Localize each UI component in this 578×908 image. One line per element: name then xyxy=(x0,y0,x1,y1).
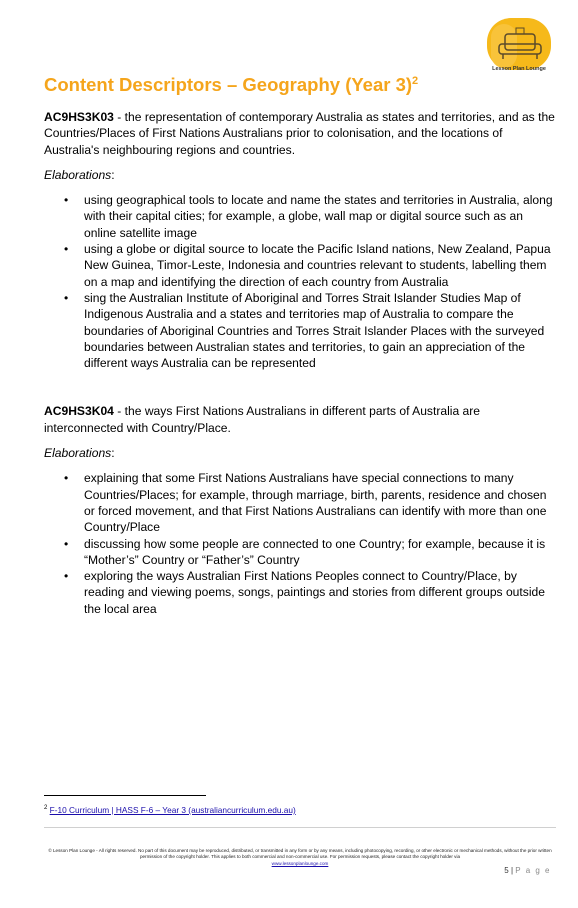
curriculum-link[interactable]: F-10 Curriculum | HASS F-6 – Year 3 (australiancurriculum.edu.au) xyxy=(49,805,296,815)
descriptor-text: - the representation of contemporary Australia as states and territories, and as the Countries/Places of First Nations Australians prior to colonisation, and the locations of Australia's neighbouring regions and countries. xyxy=(44,110,555,157)
elaborations-list xyxy=(44,470,556,617)
elaborations-heading: Elaborations: xyxy=(44,167,115,182)
list-item-text: sing the Australian Institute of Aboriginal and Torres Strait Islander Studies Map of Indigenous Australia and a states and territories map of Australia to compare the boundaries of Aboriginal Countries and Torres Strait Islander Places with the surveyed boundaries between Australian states and territories, to gain an appreciation of the different ways Australia can be represented xyxy=(84,290,545,371)
bullet-icon: • xyxy=(64,242,69,257)
list-item-text: using a globe or digital source to locate the Pacific Island nations, New Zealand, Papua New Guinea, Timor-Leste, Indonesia and countries relevant to students, labelling them on a map and identifying the direction of each country from Australia xyxy=(84,242,551,289)
page-title xyxy=(44,74,418,96)
elaborations-label: Elaborations xyxy=(44,167,112,182)
list-item-text: explaining that some First Nations Australians have special connections to many Countries/Places; for example, through marriage, birth, parents, residence and chosen or forced movement, and that First Nations Australians can identify with more than one Country/Place xyxy=(84,471,547,535)
title-footnote-mark: 2 xyxy=(412,74,419,87)
copyright-notice xyxy=(40,848,560,867)
elaborations-label: Elaborations xyxy=(44,446,112,461)
descriptor-code: AC9HS3K03 xyxy=(44,110,114,124)
content-body xyxy=(44,109,556,617)
page-label: P a g e xyxy=(515,866,551,875)
logo-caption: Lesson Plan Lounge xyxy=(492,66,546,72)
page-number xyxy=(504,866,551,875)
website-link[interactable]: www.lessonplanlounge.com xyxy=(271,860,329,866)
elaborations-list xyxy=(44,192,556,371)
list-item xyxy=(44,568,556,617)
descriptor-text: - the ways First Nations Australians in different parts of Australia are interconnected with Country/Place. xyxy=(44,404,481,435)
list-item-text: using geographical tools to locate and name the states and territories in Australia, along with their capital cities; for example, a globe, wall map or digital source such as an online satellite image xyxy=(84,193,553,240)
page-separator: | xyxy=(510,866,514,875)
bullet-icon: • xyxy=(64,290,69,305)
footnote-divider xyxy=(44,795,206,796)
elaborations-heading: Elaborations: xyxy=(44,446,115,461)
descriptor-code: AC9HS3K04 xyxy=(44,404,114,419)
footnote xyxy=(44,805,296,815)
descriptor-ac9hs3k04 xyxy=(44,403,556,436)
list-item xyxy=(44,290,556,371)
list-item xyxy=(44,536,556,569)
list-item-text: exploring the ways Australian First Nations Peoples connect to Country/Place, by reading and viewing poems, songs, paintings and stories from different groups outside the local area xyxy=(84,569,545,616)
bullet-icon: • xyxy=(64,569,69,584)
bullet-icon: • xyxy=(64,471,69,486)
list-item xyxy=(44,241,556,290)
footnote-mark: 2 xyxy=(44,805,48,812)
list-item xyxy=(44,470,556,535)
bullet-icon: • xyxy=(64,193,69,208)
list-item-text: discussing how some people are connected to one Country; for example, because it is “Mother’s” Country or “Father’s” Country xyxy=(84,536,546,567)
descriptor-ac9hs3k03 xyxy=(44,109,556,158)
footer-divider xyxy=(44,827,556,828)
bullet-icon: • xyxy=(64,536,69,551)
copyright-text: © Lesson Plan Lounge - All rights reserved. No part of this document may be reproduced, distributed, or transmitted in any form or by any means, including photocopying, recording, or other electronic or mechanical methods, without the prior written permission of the copyright holder. This applies to both commercial and non-commercial use. For permission requests, please contact the copyright holder via xyxy=(48,848,552,860)
title-text: Content Descriptors – Geography (Year 3) xyxy=(44,74,413,95)
list-item xyxy=(44,192,556,241)
page-number-value: 5 xyxy=(504,866,509,875)
